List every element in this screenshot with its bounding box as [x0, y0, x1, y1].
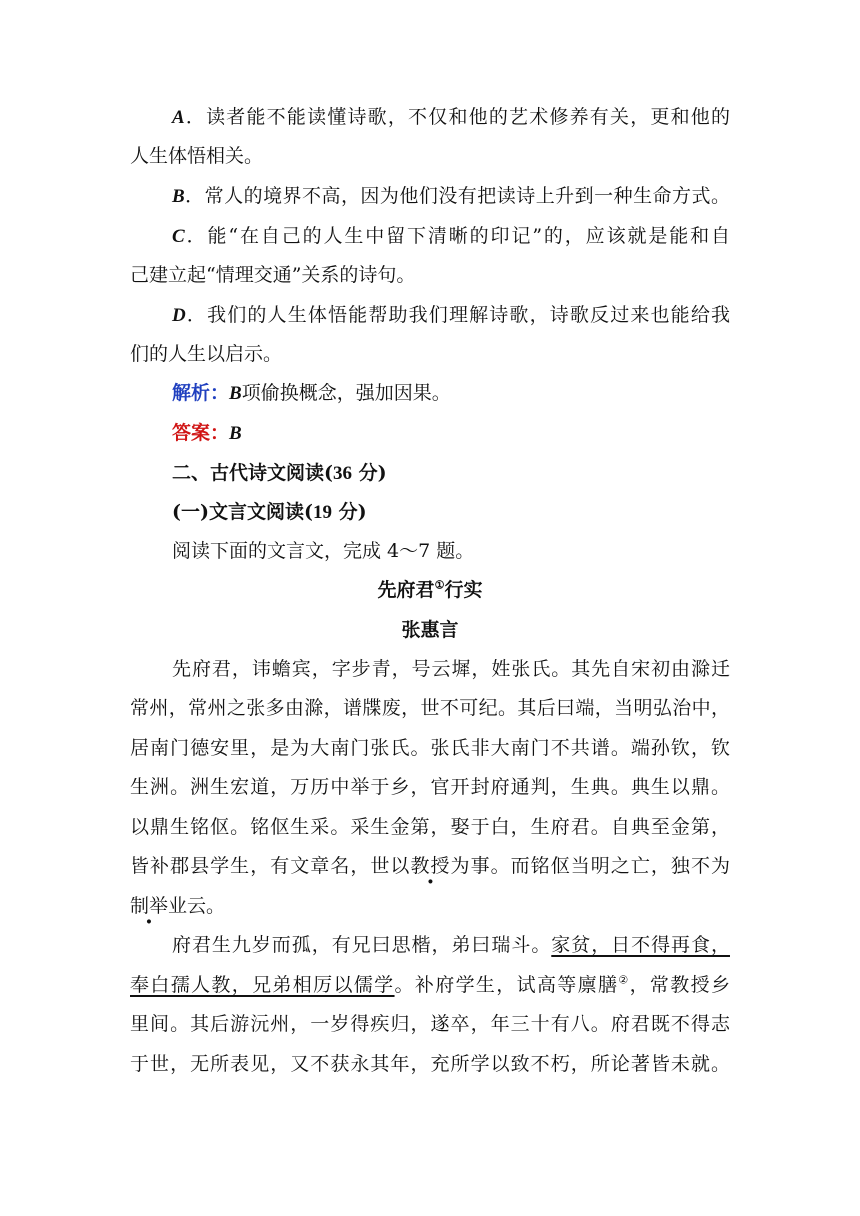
passage-p2-line: 府君生九岁而孤，有兄曰思楷，弟曰瑞斗。家贫，日不得再食， — [172, 934, 730, 956]
section-subheading: (一)文言文阅读(19 分) — [172, 501, 367, 523]
passage-author: 张惠言 — [401, 619, 459, 641]
option-a-line1: A．读者能不能读懂诗歌，不仅和他的艺术修养有关，更和他的 — [172, 106, 730, 128]
analysis-label: 解析： — [172, 382, 230, 404]
underlined-sentence: 奉白孺人教，兄弟相厉以儒学 — [130, 974, 395, 996]
passage-p2-line: 里间。其后游沅州，一岁得疾归，遂卒，年三十有八。府君既不得志 — [130, 1013, 730, 1035]
passage-title: 先府君①行实 — [377, 578, 483, 601]
option-c-line2: 己建立起“情理交通”关系的诗句。 — [130, 264, 416, 286]
passage-p2-line: 于世，无所表见，又不获永其年，充所学以致不朽，所论著皆未就。 — [130, 1053, 730, 1075]
section-heading: 二、古代诗文阅读(36 分) — [172, 462, 387, 484]
answer-value: B — [229, 423, 242, 444]
passage-p1-line: 以鼎生铭伛。铭伛生采。采生金第，娶于白，生府君。自典至金第， — [130, 816, 730, 838]
passage-p1-line: 先府君，讳蟾宾，字步青，号云墀，姓张氏。其先自宋初由滁迁 — [172, 658, 730, 680]
passage-p1-line: 生洲。洲生宏道，万历中举于乡，官开封府通判，生典。典生以鼎。 — [130, 776, 730, 798]
underlined-sentence: 家贫，日不得再食， — [551, 934, 730, 956]
passage-p1-line: 皆补郡县学生，有文章名，世以教授为事。而铭伛当明之亡，独不为 — [130, 855, 730, 877]
passage-p1-line: 常州，常州之张多由滁，谱牒废，世不可纪。其后曰端，当明弘治中， — [130, 697, 730, 719]
emphasis-dotted-word: 制举 — [130, 895, 169, 917]
answer-line — [172, 420, 772, 447]
answer-label: 答案： — [172, 422, 230, 444]
option-c-line1: C．能“在自己的人生中留下清晰的印记”的，应该就是能和自 — [172, 225, 730, 247]
option-d-line1: D．我们的人生体悟能帮助我们理解诗歌，诗歌反过来也能给我 — [172, 304, 730, 326]
emphasis-dotted-word: 教授 — [410, 855, 451, 877]
passage-p1-line: 居南门德安里，是为大南门张氏。张氏非大南门不共谱。端孙钦，钦 — [130, 737, 730, 759]
option-a-line2: 人生体悟相关。 — [130, 145, 264, 167]
option-d-line2: 们的人生以启示。 — [130, 343, 283, 365]
passage-p1-line: 制举业云。 — [130, 895, 226, 917]
passage-p2-line: 奉白孺人教，兄弟相厉以儒学。补府学生，试高等廪膳②，常教授乡 — [130, 973, 730, 996]
instruction: 阅读下面的文言文，完成 4～7 题。 — [172, 540, 475, 562]
analysis-line: 解析：B项偷换概念，强加因果。 — [172, 382, 451, 404]
option-b-line1: B．常人的境界不高，因为他们没有把读诗上升到一种生命方式。 — [172, 185, 730, 207]
